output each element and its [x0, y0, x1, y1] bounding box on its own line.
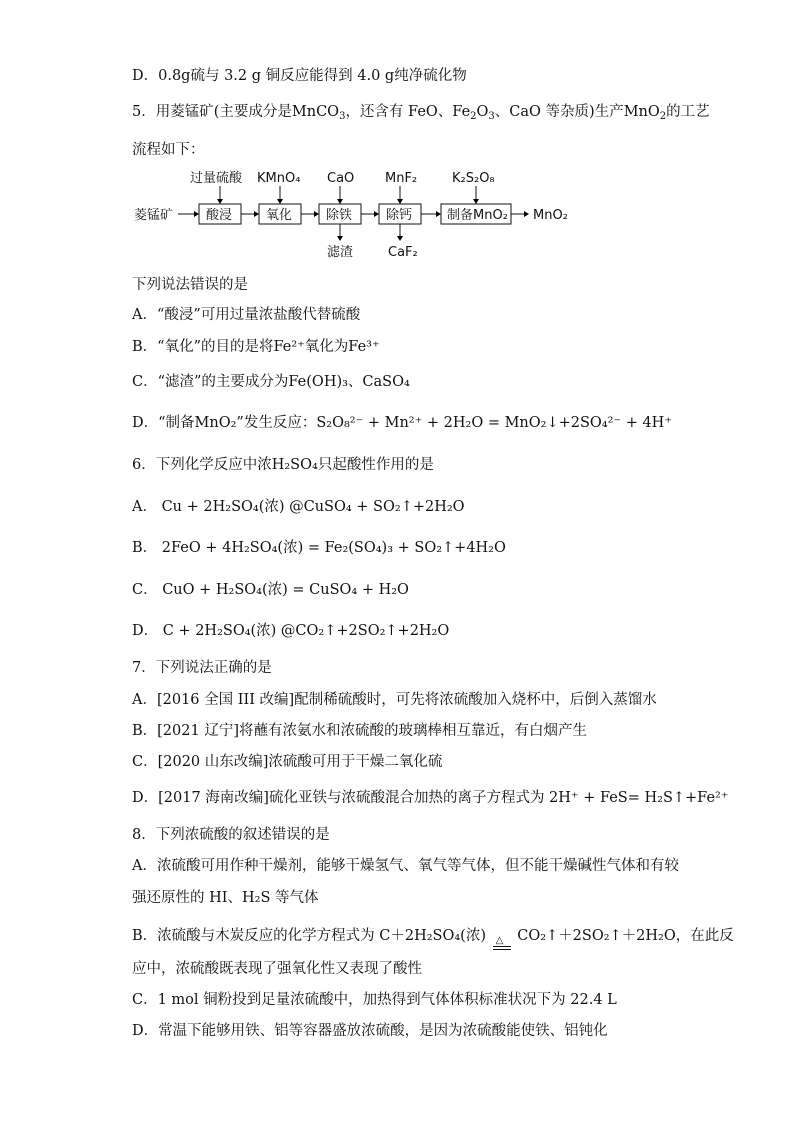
flow-reagent-k2s2o8: K₂S₂O₈ [452, 171, 495, 186]
flow-arrowhead [374, 211, 379, 217]
flow-reagent-mnf2: MnF₂ [385, 171, 418, 186]
q8-option-b-part-b: CO₂↑＋2SO₂↑＋2H₂O，在此反 [517, 928, 734, 944]
flow-byproduct-caf2: CaF₂ [388, 245, 418, 260]
q5-stem-part-d: 的工艺 [666, 104, 710, 120]
q5-formula-mno2: MnO$_2$ [623, 104, 667, 122]
q5-stem-part-b: ，还含有 FeO、 [345, 104, 453, 120]
flow-step-oxidation: 氧化 [266, 208, 293, 223]
q8-option-d: D．常温下能够用铁、铝等容器盛放浓硫酸，是因为浓硫酸能使铁、铝钝化 [132, 1023, 608, 1039]
q5-option-d: D．“制备MnO₂”发生反应：S₂O₈²⁻ + Mn²⁺ + 2H₂O = MnO₂↓+2SO₄²⁻ + 4H⁺ [132, 415, 672, 431]
flow-step-acid-leach: 酸浸 [206, 208, 233, 223]
flow-arrowhead [397, 199, 403, 204]
q8-option-a-line1: A．浓硫酸可用作种干燥剂，能够干燥氢气、氧气等气体，但不能干燥碱性气体和有较 [132, 858, 679, 874]
flow-arrowhead [337, 199, 343, 204]
q6-option-b: B． 2FeO + 4H₂SO₄(浓) = Fe₂(SO₄)₃ + SO₂↑+4H₂O [132, 540, 506, 556]
flow-start-label: 菱锰矿 [134, 208, 174, 223]
flow-end-product: MnO₂ [533, 208, 568, 223]
q7-option-a: A．[2016 全国 III 改编]配制稀硫酸时，可先将浓硫酸加入烧杯中，后倒入蒸馏水 [132, 692, 657, 708]
q8-option-c: C．1 mol 铜粉投到足量浓硫酸中，加热得到气体体积标准状况下为 22.4 L [132, 992, 617, 1008]
q6-option-c: C． CuO + H₂SO₄(浓) = CuSO₄ + H₂O [132, 582, 409, 598]
flow-arrowhead [314, 211, 319, 217]
q8-option-b-line2: 应中，浓硫酸既表现了强氧化性又表现了酸性 [132, 961, 422, 977]
q7-option-c: C．[2020 山东改编]浓硫酸可用于干燥二氧化硫 [132, 754, 443, 770]
q5-stem-line2: 流程如下： [132, 142, 205, 158]
q5-process-flow-diagram [134, 168, 594, 268]
q8-option-a-line2: 强还原性的 HI、H₂S 等气体 [132, 890, 319, 906]
flow-arrowhead [277, 199, 283, 204]
flow-step-prepare-mno2: 制备MnO₂ [447, 208, 508, 223]
q6-stem: 6．下列化学反应中浓H₂SO₄只起酸性作用的是 [132, 457, 434, 473]
q5-stem-part-a: 5．用菱锰矿(主要成分是 [132, 104, 292, 120]
flow-reagent-cao: CaO [327, 171, 355, 186]
flow-step-iron-removal: 除铁 [326, 208, 353, 223]
q5-ask: 下列说法错误的是 [132, 277, 248, 293]
flow-arrowhead [436, 211, 441, 217]
q5-option-c: C．“滤渣”的主要成分为Fe(OH)₃、CaSO₄ [132, 374, 410, 390]
flow-reagent-sulfuric-acid: 过量硫酸 [190, 171, 243, 186]
q6-option-d: D． C + 2H₂SO₄(浓) @CO₂↑+2SO₂↑+2H₂O [132, 623, 450, 639]
flow-arrowhead [524, 211, 529, 217]
q7-stem: 7．下列说法正确的是 [132, 660, 272, 676]
q8-stem: 8．下列浓硫酸的叙述错误的是 [132, 827, 330, 843]
q8-option-b-line1: B．浓硫酸与木炭反应的化学方程式为 C＋2H₂SO₄(浓) △ CO₂↑＋2SO₂↑＋2H₂O，在此反 [132, 926, 734, 946]
q8-option-b-part-a: B．浓硫酸与木炭反应的化学方程式为 C＋2H₂SO₄(浓) [132, 928, 486, 944]
flow-arrowhead [217, 199, 223, 204]
q7-option-b: B．[2021 辽宁]将蘸有浓氨水和浓硫酸的玻璃棒相互靠近，有白烟产生 [132, 723, 587, 739]
flow-arrowhead [194, 211, 199, 217]
q6-option-a: A． Cu + 2H₂SO₄(浓) @CuSO₄ + SO₂↑+2H₂O [132, 499, 465, 515]
flow-arrowhead [254, 211, 259, 217]
flow-step-calcium-removal: 除钙 [386, 208, 413, 223]
flow-arrowhead [337, 236, 343, 241]
flow-byproduct-filter-residue: 滤渣 [327, 245, 354, 260]
q7-option-d: D．[2017 海南改编]硫化亚铁与浓硫酸混合加热的离子方程式为 2H⁺ + FeS= H₂S↑+Fe²⁺ [132, 790, 729, 806]
q5-stem-line1 [132, 102, 710, 127]
q5-option-a: A．“酸浸”可用过量浓盐酸代替硫酸 [132, 307, 361, 323]
q5-formula-mnco3: MnCO$_3$ [291, 104, 346, 122]
flow-arrowhead [397, 236, 403, 241]
flow-arrowhead [473, 199, 479, 204]
q5-formula-fe2o3: $Fe_2O_3$ [452, 104, 495, 122]
q5-option-b: B．“氧化”的目的是将Fe²⁺氧化为Fe³⁺ [132, 339, 380, 355]
flow-reagent-kmno4: KMnO₄ [257, 171, 301, 186]
q5-stem-part-c: 、CaO 等杂质)生产 [494, 104, 624, 120]
q4-option-d: D．0.8g硫与 3.2 g 铜反应能得到 4.0 g纯净硫化物 [132, 68, 467, 84]
